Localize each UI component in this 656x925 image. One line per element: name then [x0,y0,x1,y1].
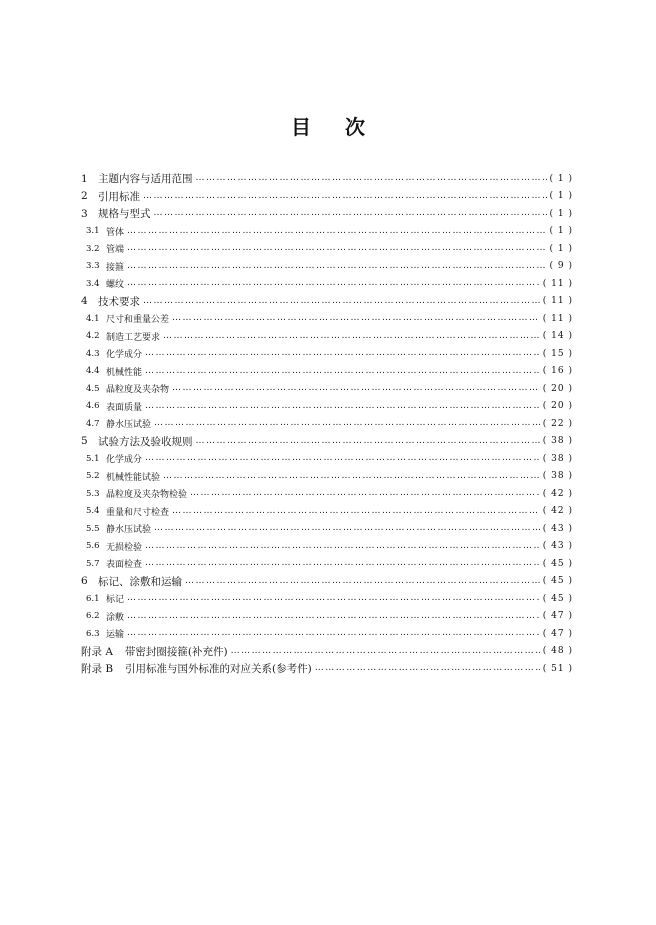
toc-entry[interactable] [81,275,573,293]
toc-entry-label: 引用标准与国外标准的对应关系(参考件) [125,663,312,676]
toc-entry-label: 管端 [106,245,125,256]
toc-entry-number: 4.6 [86,401,100,412]
toc-entry-page: ( 38 ) [542,453,573,464]
toc-leader-dots [196,437,540,446]
toc-entry-label: 规格与型式 [98,208,151,221]
page-title [0,111,656,140]
toc-entry-label: 化学成分 [106,350,143,361]
toc-entry-number: 5.2 [86,471,100,482]
toc-leader-dots [231,647,540,656]
toc-leader-dots [127,612,540,621]
toc-leader-dots [145,542,540,551]
toc-entry[interactable] [81,660,573,678]
toc-entry[interactable] [81,608,573,626]
toc-entry-page: ( 11 ) [542,313,573,324]
toc-entry-label: 无损检验 [106,542,143,553]
toc-entry-number: 5.3 [86,488,100,499]
toc-entry-page: ( 9 ) [549,261,573,272]
toc-entry-label: 接箍 [106,262,125,273]
toc-entry-page: ( 15 ) [542,348,573,359]
toc-entry[interactable] [81,503,573,521]
toc-entry-number: 4.3 [86,348,100,359]
toc-entry-page: ( 47 ) [542,611,573,622]
toc-leader-dots [154,419,540,428]
toc-leader-dots [127,594,540,603]
toc-entry-page: ( 45 ) [542,576,573,587]
toc-entry-page: ( 43 ) [542,541,573,552]
toc-entry-page: ( 51 ) [542,663,573,674]
toc-entry-number: 3.4 [86,278,100,289]
toc-entry-page: ( 42 ) [542,488,573,499]
toc-leader-dots [172,384,540,393]
toc-entry-number: 3.3 [86,261,100,272]
toc-leader-dots [127,262,547,271]
toc-entry-number: 6 [81,575,88,588]
toc-entry-number: 5.4 [86,506,100,517]
toc-entry-label: 表面质量 [106,402,143,413]
toc-entry-number: 附录 B [81,663,114,676]
toc-entry-page: ( 38 ) [542,436,573,447]
toc-entry-label: 尺寸和重量公差 [106,315,170,326]
toc-entry-number: 附录 A [81,645,113,658]
toc-entry[interactable] [81,590,573,608]
toc-entry-page: ( 11 ) [542,278,573,289]
toc-entry-label: 标记、涂敷和运输 [98,575,182,588]
toc-entry[interactable] [81,450,573,468]
toc-entry-page: ( 1 ) [549,191,573,202]
toc-entry-label: 引用标准 [98,190,140,203]
toc-entry-page: ( 48 ) [542,646,573,657]
toc-leader-dots [145,349,540,358]
toc-leader-dots [315,664,540,673]
toc-entry-label: 制造工艺要求 [106,332,161,343]
toc-entry[interactable] [81,293,573,311]
toc-entry-number: 4.2 [86,331,100,342]
toc-entry-label: 静水压试验 [106,420,152,431]
toc-entry-page: ( 1 ) [549,226,573,237]
toc-entry-number: 5.5 [86,523,100,534]
toc-entry[interactable] [81,188,573,206]
toc-entry-label: 管体 [106,227,125,238]
toc-leader-dots [127,279,540,288]
toc-entry[interactable] [81,398,573,416]
toc-leader-dots [145,454,540,463]
toc-leader-dots [127,227,547,236]
toc-entry-label: 晶粒度及夹杂物检验 [106,490,188,501]
toc-entry-number: 5.1 [86,453,100,464]
toc-entry-number: 3.1 [86,226,100,237]
toc-entry-number: 4.7 [86,418,100,429]
toc-leader-dots [190,489,540,498]
toc-entry-page: ( 1 ) [549,243,573,254]
toc-entry[interactable] [81,520,573,538]
toc-entry-page: ( 14 ) [542,331,573,342]
toc-entry-page: ( 1 ) [549,208,573,219]
toc-entry[interactable] [81,258,573,276]
toc-entry[interactable] [81,433,573,451]
toc-entry[interactable] [81,555,573,573]
toc-entry-label: 涂敷 [106,612,125,623]
toc-entry[interactable] [81,170,573,188]
toc-entry-page: ( 43 ) [542,523,573,534]
toc-entry-number: 4.4 [86,366,100,377]
toc-entry-label: 带密封圈接箍(补充件) [124,645,228,658]
toc-entry-label: 标记 [106,595,125,606]
toc-entry[interactable] [81,223,573,241]
toc-leader-dots [127,629,540,638]
toc-entry-label: 运输 [106,630,125,641]
toc-entry-page: ( 1 ) [549,173,573,184]
toc-entry[interactable] [81,363,573,381]
toc-leader-dots [154,524,540,533]
toc-entry-label: 重量和尺寸检查 [106,507,170,518]
toc-entry-number: 3.2 [86,243,100,254]
toc-entry-number: 4.1 [86,313,100,324]
toc-entry-page: ( 11 ) [542,296,573,307]
toc-entry[interactable] [81,415,573,433]
toc-entry-page: ( 20 ) [542,401,573,412]
toc-leader-dots [172,507,540,516]
toc-entry[interactable] [81,485,573,503]
toc-leader-dots [145,559,540,568]
title-char-1: 目 [291,115,311,139]
toc-entry[interactable] [81,468,573,486]
toc-entry-page: ( 38 ) [542,471,573,482]
table-of-contents [81,170,573,678]
toc-entry-number: 5 [81,435,88,448]
toc-entry-page: ( 45 ) [542,593,573,604]
toc-leader-dots [127,244,547,253]
toc-entry-page: ( 22 ) [542,418,573,429]
toc-entry-number: 2 [81,190,88,203]
toc-entry-label: 化学成分 [106,455,143,466]
toc-entry[interactable] [81,310,573,328]
toc-entry-label: 晶粒度及夹杂物 [106,385,170,396]
toc-entry-label: 表面检查 [106,560,143,571]
toc-entry-label: 机械性能 [106,367,143,378]
toc-entry-number: 6.2 [86,611,100,622]
toc-entry-page: ( 16 ) [542,366,573,377]
toc-leader-dots [143,192,547,201]
toc-entry-page: ( 42 ) [542,506,573,517]
toc-entry-label: 技术要求 [98,295,140,308]
toc-leader-dots [145,402,540,411]
toc-entry-number: 6.3 [86,628,100,639]
toc-entry-number: 6.1 [86,593,100,604]
toc-leader-dots [145,367,540,376]
toc-entry-label: 静水压试验 [106,525,152,536]
toc-entry-number: 4.5 [86,383,100,394]
toc-entry[interactable] [81,538,573,556]
toc-leader-dots [185,577,540,586]
toc-entry[interactable] [81,328,573,346]
toc-leader-dots [163,332,540,341]
toc-entry-label: 主题内容与适用范围 [98,173,193,186]
toc-leader-dots [143,297,540,306]
toc-entry-label: 机械性能试验 [106,472,161,483]
toc-entry-page: ( 20 ) [542,383,573,394]
toc-entry[interactable] [81,380,573,398]
toc-entry[interactable] [81,625,573,643]
toc-leader-dots [154,209,547,218]
title-char-2: 次 [345,115,365,139]
toc-entry[interactable] [81,345,573,363]
toc-entry[interactable] [81,573,573,591]
toc-entry-page: ( 47 ) [542,628,573,639]
toc-entry-label: 螺纹 [106,280,125,291]
toc-entry[interactable] [81,643,573,661]
toc-leader-dots [172,314,540,323]
toc-entry[interactable] [81,240,573,258]
toc-leader-dots [196,174,547,183]
toc-entry-number: 5.7 [86,558,100,569]
toc-entry-label: 试验方法及验收规则 [98,435,193,448]
toc-entry-number: 5.6 [86,541,100,552]
toc-entry-number: 4 [81,295,88,308]
toc-leader-dots [163,472,540,481]
toc-entry-number: 3 [81,207,88,220]
toc-entry-page: ( 45 ) [542,558,573,569]
toc-entry[interactable] [81,205,573,223]
toc-entry-number: 1 [81,172,88,185]
